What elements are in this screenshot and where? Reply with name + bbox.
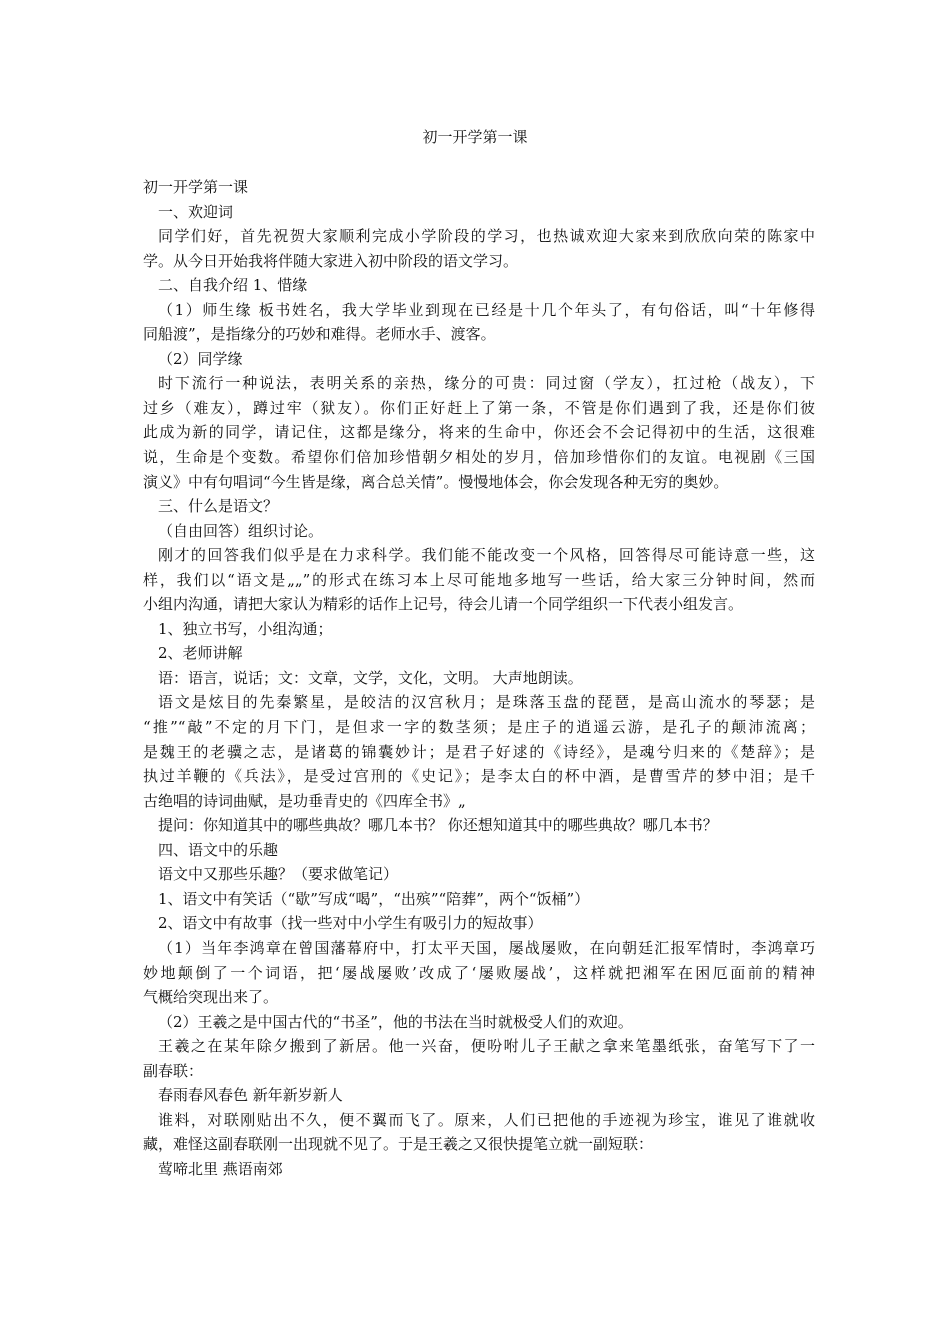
paragraph-line: 气概给突现出来了。 (143, 988, 279, 1007)
paragraph-line: 语文是炫目的先秦繁星，是皎洁的汉宫秋月；是珠落玉盘的琵琶，是高山流水的琴瑟；是 (158, 693, 815, 712)
document-body (143, 175, 815, 1181)
paragraph-line: 提问：你知道其中的哪些典故？哪几本书？ 你还想知道其中的哪些典故？哪几本书？ (158, 816, 718, 835)
paragraph-line: “推”“敲”不定的月下门，是但求一字的数茎须；是庄子的逍遥云游，是孔子的颠沛流离； (143, 718, 815, 737)
paragraph-line: 副春联： (143, 1061, 204, 1080)
paragraph-line: （2）同学缘 (158, 349, 243, 368)
paragraph-line: 四、语文中的乐趣 (158, 840, 279, 859)
paragraph-line: 刚才的回答我们似乎是在力求科学。我们能不能改变一个风格，回答得尽可能诗意一些，这 (158, 546, 815, 565)
paragraph-line: 一、欢迎词 (158, 202, 234, 221)
paragraph-line: 2、语文中有故事（找一些对中小学生有吸引力的短故事） (158, 914, 543, 933)
paragraph-line: 是魏王的老骥之志，是诸葛的锦囊妙计；是君子好逑的《诗经》，是魂兮归来的《楚辞》；是 (143, 742, 815, 761)
paragraph-line: 时下流行一种说法，表明关系的亲热，缘分的可贵：同过窗（学友），扛过枪（战友），下 (158, 374, 815, 393)
paragraph-line: （1）当年李鸿章在曾国藩幕府中，打太平天国，屡战屡败，在向朝廷汇报军情时，李鸿章巧 (158, 938, 815, 957)
paragraph-line: 学。从今日开始我将伴随大家进入初中阶段的语文学习。 (143, 251, 519, 270)
paragraph-line: 古绝唱的诗词曲赋，是功垂青史的《四库全书》„ (143, 791, 466, 810)
paragraph-line: 执过羊鞭的《兵法》，是受过宫刑的《史记》；是李太白的杯中酒，是曹雪芹的梦中泪；是千 (143, 767, 815, 786)
paragraph-line: 1、独立书写，小组沟通； (158, 619, 333, 638)
paragraph-line: 三、什么是语文？ (158, 497, 279, 516)
paragraph-line: 过乡（难友），蹲过牢（狱友）。你们正好赶上了第一条，不管是你们遇到了我，还是你们彼 (143, 398, 815, 417)
paragraph-line: 语：语言，说话；文：文章，文学，文化，文明。 大声地朗读。 (158, 668, 583, 687)
paragraph-line: 谁料，对联刚贴出不久，便不翼而飞了。原来，人们已把他的手迹视为珍宝，谁见了谁就收 (158, 1110, 815, 1129)
paragraph-line: （1）师生缘 板书姓名，我大学毕业到现在已经是十几个年头了，有句俗话，叫“十年修得 (158, 300, 815, 319)
paragraph-line: 二、自我介绍 1、惜缘 (158, 276, 308, 295)
paragraph-line: 小组内沟通，请把大家认为精彩的话作上记号，待会儿请一个同学组织一下代表小组发言。 (143, 595, 744, 614)
paragraph-line: 同学们好，首先祝贺大家顺利完成小学阶段的学习，也热诚欢迎大家来到欣欣向荣的陈家中 (158, 227, 815, 246)
paragraph-line: 样，我们以“语文是„„”的形式在练习本上尽可能地多地写一些话，给大家三分钟时间，然而 (143, 570, 815, 589)
paragraph-line: 初一开学第一课 (143, 178, 249, 196)
paragraph-line: 同船渡”，是指缘分的巧妙和难得。老师水手、渡客。 (143, 325, 496, 344)
paragraph-line: 演义》中有句唱词“今生皆是缘，离合总关情”。慢慢地体会，你会发现各种无穷的奥妙。 (143, 472, 729, 491)
paragraph-line: 王羲之在某年除夕搬到了新居。他一兴奋，便吩咐儿子王献之拿来笔墨纸张，奋笔写下了一 (158, 1037, 815, 1056)
paragraph-line: 2、老师讲解 (158, 644, 243, 663)
paragraph-line: 语文中又那些乐趣？（要求做笔记） (158, 865, 399, 884)
paragraph-line: 说，生命是个变数。希望你们倍加珍惜朝夕相处的岁月，倍加珍惜你们的友谊。电视剧《三国 (143, 448, 815, 467)
paragraph-line: （2）王羲之是中国古代的“书圣”，他的书法在当时就极受人们的欢迎。 (158, 1012, 633, 1031)
paragraph-line: 春雨春风春色 新年新岁新人 (158, 1086, 343, 1105)
paragraph-line: 1、语文中有笑话（“歇”写成“喝”，“出殡”“陪葬”，两个“饭桶”） (158, 889, 590, 908)
paragraph-line: 此成为新的同学，请记住，这都是缘分，将来的生命中，你还会不会记得初中的生活，这很难 (143, 423, 815, 442)
paragraph-line: （自由回答）组织讨论。 (158, 521, 324, 540)
paragraph-line: 莺啼北里 燕语南郊 (158, 1159, 283, 1178)
paragraph-line: 妙地颠倒了一个词语，把‘屡战屡败’改成了‘屡败屡战’，这样就把湘军在困厄面前的精神 (143, 963, 815, 982)
paragraph-line: 藏，难怪这副春联刚一出现就不见了。于是王羲之又很快提笔立就一副短联： (143, 1135, 654, 1154)
document-title: 初一开学第一课 (422, 128, 528, 146)
